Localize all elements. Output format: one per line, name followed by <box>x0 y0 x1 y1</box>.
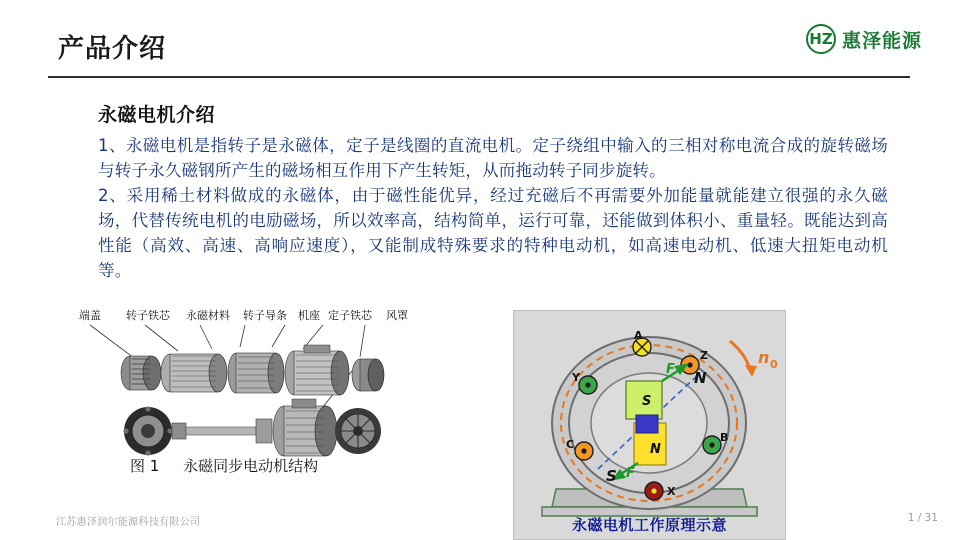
speed-label: n <box>758 348 770 367</box>
part-assembled-motor <box>123 399 381 456</box>
part-fan-cover <box>352 359 384 391</box>
footer-page-number: 1 / 31 <box>907 512 938 524</box>
coil-x <box>645 482 676 500</box>
figure-left-label-5: 定子铁芯 <box>328 309 372 322</box>
rotor-pole-n: N <box>694 369 707 387</box>
paragraph-2: 2、采用稀土材料做成的永磁体，由于磁性能优异，经过充磁后不再需要外加能量就能建立很强的永久磁场，代替传统电机的电励磁场，所以效率高，结构简单，运行可靠，还能做到体积小、重量轻。既能达到高性能（高效、高速、高响应速度），又能制成特殊要求的特种电动机，如高速电动机、低速大扭矩电动机等。 <box>98 186 888 281</box>
figure-left-label-2: 永磁材料 <box>186 309 230 322</box>
phase-label-x: X <box>667 485 676 498</box>
paragraph-1: 1、永磁电机是指转子是永磁体，定子是线圈的直流电机。定子绕组中输入的三相对称电流合成的旋转磁场与转子永久磁钢所产生的磁场相互作用下产生转矩，从而拖动转子同步旋转。 <box>98 136 888 181</box>
company-logo <box>806 24 922 54</box>
section-subtitle: 永磁电机介绍 <box>98 104 216 126</box>
pole-label-s: S <box>642 394 652 409</box>
footer-company: 江苏惠泽润尔能源科技有限公司 <box>56 517 201 528</box>
force-label-1: F <box>666 362 675 377</box>
figure-left-label-4: 机座 <box>298 309 320 322</box>
speed-subscript: 0 <box>770 358 778 371</box>
logo-text: 惠泽能源 <box>841 29 922 52</box>
part-magnet-material <box>228 353 284 393</box>
content-block <box>98 100 888 283</box>
force-label-2: F <box>626 466 635 481</box>
page-title: 产品介绍 <box>58 34 167 64</box>
figures-row <box>0 303 960 540</box>
part-stator-housing <box>285 345 349 395</box>
rotor-pole-s: S <box>606 467 617 485</box>
part-rotor-core <box>161 354 227 392</box>
phase-label-a: A <box>634 329 643 342</box>
figure-left-label-1: 转子铁芯 <box>126 309 170 322</box>
figure-left-label-3: 转子导条 <box>243 309 287 322</box>
figure-left-label-0: 端盖 <box>79 309 101 322</box>
pole-label-n: N <box>650 442 661 457</box>
phase-label-b: B <box>720 431 729 444</box>
figure-motor-structure <box>60 303 480 503</box>
header-divider <box>48 76 910 78</box>
phase-label-c: C <box>566 438 575 451</box>
figure-right-caption: 永磁电机工作原理示意 <box>571 516 727 534</box>
figure-left-caption: 图 1 永磁同步电动机结构 <box>130 457 319 475</box>
part-end-cover <box>121 356 161 390</box>
phase-label-y: Y <box>572 371 580 384</box>
figure-working-principle <box>513 310 786 540</box>
phase-label-z: Z <box>700 349 708 362</box>
figure-left-label-6: 风罩 <box>386 309 408 322</box>
logo-mark-icon: HZ <box>806 24 836 54</box>
slide-header <box>0 0 960 82</box>
working-principle-drawing <box>514 311 785 539</box>
